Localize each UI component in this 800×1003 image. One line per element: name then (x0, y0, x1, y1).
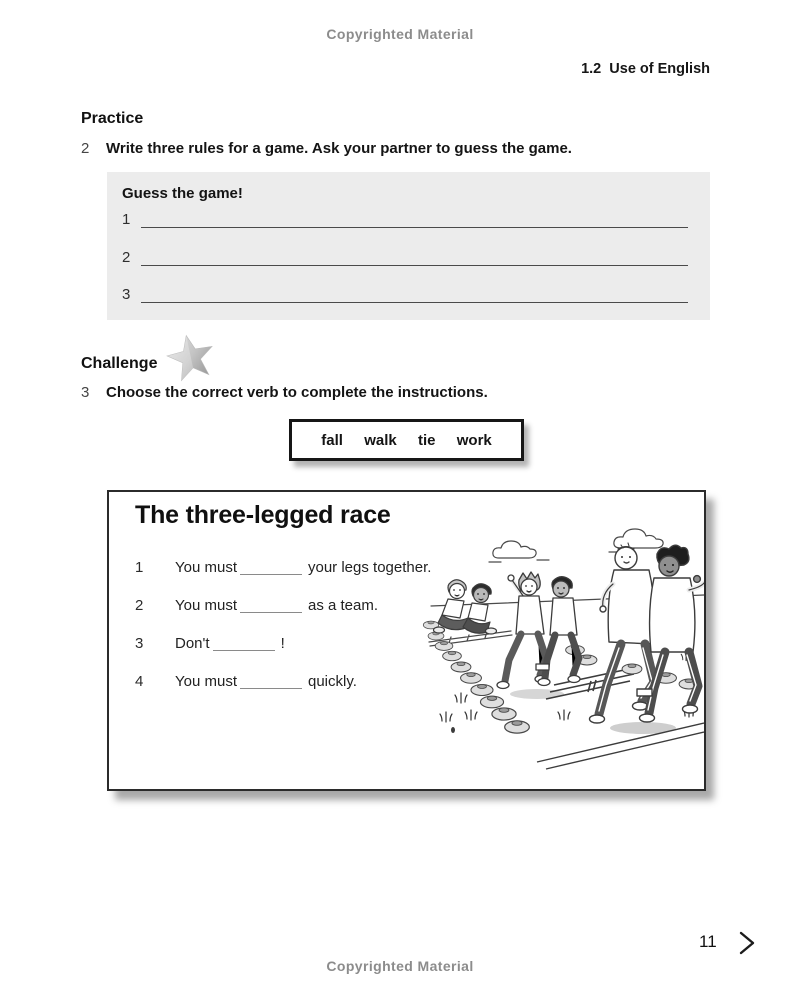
answer-line-row (122, 248, 688, 266)
item-number: 3 (135, 635, 144, 652)
answer-blank (240, 599, 302, 613)
answer-blank (240, 561, 302, 575)
item-number: 2 (135, 597, 144, 614)
writing-line (141, 248, 688, 266)
worksheet-item (135, 672, 357, 692)
worksheet-item (135, 558, 431, 578)
answer-blank (240, 675, 302, 689)
item-text-before: You must (175, 673, 237, 690)
answer-line-row (122, 285, 688, 303)
exercise-instruction: Write three rules for a game. Ask your partner to guess the game. (106, 140, 572, 157)
word-bank-item: fall (321, 431, 343, 449)
worksheet-card (107, 490, 706, 791)
writing-line (141, 285, 688, 303)
next-page-button[interactable] (736, 931, 758, 955)
page-number: 11 (699, 932, 717, 951)
challenge-exercise (81, 384, 488, 402)
answer-line-row (122, 210, 688, 228)
item-text-before: You must (175, 597, 237, 614)
word-bank (289, 419, 524, 461)
word-bank-item: walk (364, 431, 397, 449)
item-number: 4 (135, 673, 144, 690)
item-text-after: your legs together. (308, 559, 432, 576)
exercise-number: 2 (81, 140, 90, 157)
line-number: 2 (122, 249, 131, 266)
unit-section-label: 1.2 Use of English (581, 61, 710, 77)
guess-panel-title: Guess the game! (122, 185, 243, 202)
copyright-notice-bottom: Copyrighted Material (326, 958, 474, 974)
worksheet-item (135, 596, 378, 616)
copyright-notice-top: Copyrighted Material (326, 26, 474, 42)
guess-the-game-panel (107, 172, 710, 320)
exercise-instruction: Choose the correct verb to complete the instructions. (106, 384, 488, 401)
worksheet-title: The three-legged race (135, 501, 391, 529)
word-bank-item: work (456, 431, 492, 449)
line-number: 1 (122, 211, 131, 228)
practice-heading: Practice (81, 110, 144, 127)
exercise-number: 3 (81, 384, 90, 401)
item-text-before: Don't (175, 635, 210, 652)
item-text-after: ! (280, 635, 285, 652)
practice-exercise (81, 140, 572, 158)
answer-blank (213, 637, 275, 651)
item-number: 1 (135, 559, 144, 576)
challenge-star-icon (165, 333, 217, 383)
line-number: 3 (122, 286, 131, 303)
chevron-right-icon (736, 931, 758, 955)
word-bank-item: tie (417, 431, 436, 449)
item-text-before: You must (175, 559, 237, 576)
writing-line (141, 210, 688, 228)
item-text-after: as a team. (308, 597, 379, 614)
challenge-heading: Challenge (81, 355, 158, 372)
worksheet-item (135, 634, 285, 654)
item-text-after: quickly. (308, 673, 357, 690)
